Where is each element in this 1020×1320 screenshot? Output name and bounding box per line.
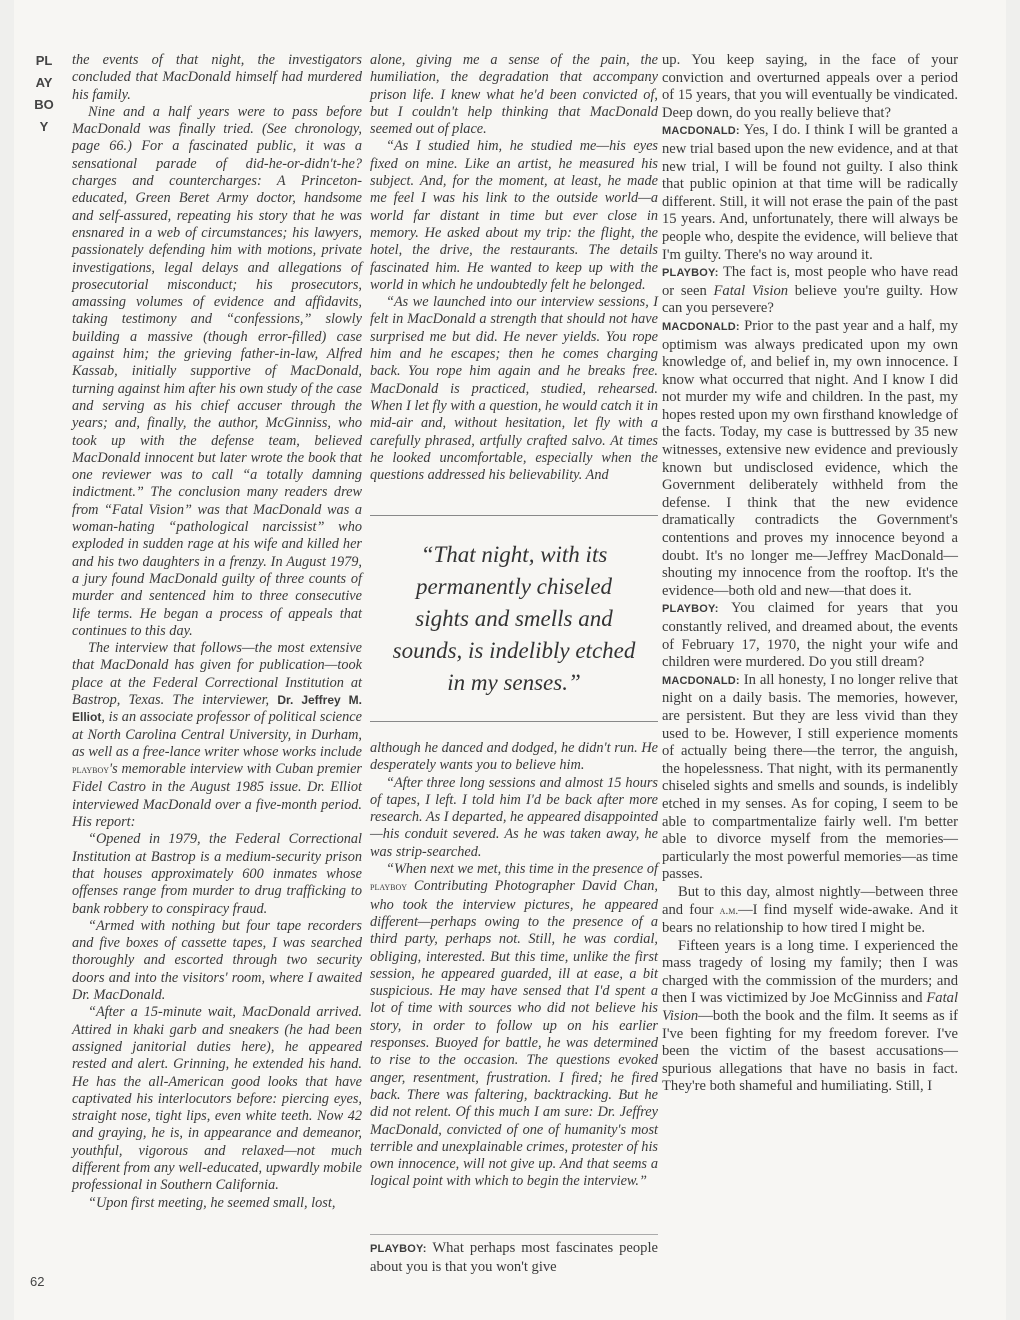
answer [662, 672, 958, 884]
paragraph: “Armed with nothing but four tape recorders and five boxes of cassette tapes, I was searched thoroughly and escorted through two security doors and into the visitors' room, where I awaited Dr. MacDonald. [72, 917, 362, 1004]
column-2-bottom [370, 740, 658, 1191]
paragraph-text: Fifteen years is a long time. I experienced the mass tragedy of losing my family; then I was charged with the commission of the murders; and then I was victimized by Joe McGinniss and [662, 937, 958, 1007]
column-2-question [370, 1240, 658, 1276]
page-number: 62 [30, 1274, 45, 1289]
question [662, 264, 958, 318]
question-text: The fact is, most people who have read or seen [662, 264, 958, 299]
paragraph-text: But to this day, almost nightly—between three and four [662, 883, 958, 918]
title-reference: Fatal Vision [713, 282, 789, 299]
question [370, 1240, 658, 1276]
paragraph: “Opened in 1979, the Federal Correctional Institution at Bastrop is a medium-security prison that houses approximately 600 inmates whose offenses range from murder to drug trafficking to bank robbery to conspiracy fraud. [72, 831, 362, 917]
column-3 [662, 52, 958, 1096]
answer-text: Prior to the past year and a half, my optimism was always predicated upon my own knowledge of, and belief in, my own innocence. I know what occurred that night. And I know I did not murder my wife and children. In the past, my hopes rested upon my own firsthand knowledge of the facts. Today, my case is buttressed by 35 new witnesses, extensive new evidence and previously known but undisclosed evidence, which the Government deliberately withheld from the defense. I think that the new evidence dramatically contradicts the Government's contentions and proves my innocence beyond a doubt. It's no longer me—Jeffrey MacDonald—shouting my innocence from the rooftop. It's the evidence—both old and new—that does it. [662, 317, 958, 599]
speaker-label: MACDONALD: [662, 320, 740, 333]
paragraph [370, 861, 658, 1191]
paragraph [662, 884, 958, 938]
question [662, 600, 958, 671]
paragraph: Nine and a half years were to pass before MacDonald was finally tried. (See chronology, page 66.) For a fascinated public, it was a sensational parade of did-he-or-didn't-he? charges and countercharges: A Princeton-educated, Green Beret Army doctor, handsome and self-assured, repeating his story that he was ensnared in a web of circumstances; his lawyers, passionately defending him with motions, private investigations, legal delays and allegations of prosecutorial misconduct; his prosecutors, amassing volumes of evidence and affidavits, taking testimony and “confessions,” slowly building a massive (though error-filled) case against him; the grieving father-in-law, Alfred Kassab, initially supportive of MacDonald, turning against him after his own study of the case and serving as his chief accuser through the years; and, finally, the author, McGinniss, who took up with the defense team, believed MacDonald innocent but later wrote the book that one reviewer was to call “a totally damning indictment.” The conclusion many readers drew from “Fatal Vision” was that MacDonald was a woman-hating “pathological narcissist” who exploded in sudden rage at his wife and killed her and his two daughters in a frenzy. In August 1979, a jury found MacDonald guilty of three counts of murder and sentenced him to three consecutive life terms. He began a process of appeals that continues to this day. [72, 103, 362, 639]
masthead: PLAYBOY [34, 53, 54, 134]
answer-text: Yes, I do. I think I will be granted a new trial based upon the new evidence, and at that new trial, I will be found not guilty. I also think that public opinion at that time will be radically different. Still, it will not erase the pain of the past 15 years. And, unfortunately, there will always be people who, despite the evidence, will believe that I'm guilty. There's no way around it. [662, 122, 959, 263]
paragraph: up. You keep saying, in the face of your conviction and overturned appeals over a period of 15 years, that you will eventually be vindicated. Deep down, do you really believe that? [662, 52, 958, 121]
magazine-name: playboy [370, 881, 408, 894]
paragraph: “Upon first meeting, he seemed small, lost, [88, 1194, 336, 1211]
paragraph: “After three long sessions and almost 15 hours of tapes, I left. I told him I'd be back after more research. As I departed, he appeared disappointed—his conduit severed. As he was taken away, he was strip-searched. [370, 774, 659, 860]
paragraph-text: , is an associate professor of political science at North Carolina Central University, in Durham, as well as a free-lance writer whose works include [72, 709, 362, 760]
answer [662, 122, 958, 264]
speaker-label: PLAYBOY: [662, 603, 719, 616]
paragraph: the events of that night, the investigators concluded that MacDonald himself had murdered his family. [72, 52, 362, 103]
paragraph-text: The interview that follows—the most extensive that MacDonald has given for publication—took place at the Federal Correctional Institution at Bastrop, Texas. The interviewer, [72, 640, 362, 708]
paragraph: although he danced and dodged, he didn't run. He desperately wants you to believe him. [370, 740, 658, 774]
paragraph: “After a 15-minute wait, MacDonald arrived. Attired in khaki garb and sneakers (he had been assigned janitorial duties here), he appeared rested and alert. Grinning, he extended his hand. He has the all-American good looks that have captivated his interlocutors before: piercing eyes, straight nose, tight lips, even white teeth. Now 42 and graying, he is, in appearance and demeanor, youthful, vigorous and relaxed—not much different from any well-educated, upwardly mobile professional in Southern California. [72, 1004, 362, 1194]
paragraph [662, 938, 958, 1096]
pull-quote-text: “That night, with its permanently chiseled sights and smells and sounds, is indelibly etched in my senses.” [392, 541, 636, 695]
time-abbrev: a.m. [719, 904, 739, 917]
question-text: believe you're guilty. How can you persevere? [662, 282, 958, 317]
paragraph-text: —both the book and the film. It seems as if I've been fighting for my freedom forever. I've been the victim of the basest accusations—spurious allegations that have no basis in fact. They're both shameful and humiliating. Still, I [662, 1008, 958, 1095]
paragraph-text: “When next we met, this time in the presence of [386, 861, 658, 878]
magazine-page [14, 0, 1006, 1320]
speaker-label: PLAYBOY: [662, 267, 719, 280]
question-text: You claimed for years that you constantly relived, and dreamed about, the events of February 17, 1970, the night your wife and children were murdered. Do you still dream? [662, 600, 959, 671]
paragraph-text: 's memorable interview with Cuban premier Fidel Castro in the August 1985 issue. Dr. Elliot interviewed MacDonald over a five-month period. His report: [72, 761, 362, 831]
divider [370, 1234, 658, 1235]
answer [662, 318, 958, 601]
interviewer-name: Dr. Jeffrey M. Elliot [72, 692, 362, 725]
paragraph [72, 640, 362, 831]
answer-text: In all honesty, I no longer relive that night on a daily basis. The memories, however, are persistent. But they are less vivid than they used to be. However, I still experience moments of actually being there—the terror, the anguish, the hopelessness. That night, with its permanently chiseled sights and smells and sounds, is indelibly etched in my senses. As for coping, I seem to be able to compartmentalize fairly well. I'm better able to divorce myself from the memories—particularly the most powerful memories—as time passes. [662, 671, 958, 883]
column-1 [72, 52, 362, 1212]
paragraph: alone, giving me a sense of the pain, the humiliation, the degradation that accompany prison life. I knew what he'd been convicted of, but I couldn't help thinking that MacDonald seemed out of place. [370, 52, 658, 138]
speaker-label: MACDONALD: [662, 125, 740, 138]
paragraph: “As I studied him, he studied me—his eyes fixed on mine. Like an artist, he measured his subject. And, for the moment, at least, he made me feel I was his link to the outside world—a world far distant in time but ever close in memory. He asked about my trip: the flight, the hotel, the drive, the restaurants. The details fascinated him. He wanted to keep up with the world in which he undoubtedly felt he belonged. [370, 138, 658, 293]
magazine-name: playboy [72, 764, 110, 777]
speaker-label: PLAYBOY: [370, 1243, 427, 1255]
title-reference: Fatal Vision [662, 990, 958, 1025]
paragraph-text: —I find myself wide-awake. And it bears no relationship to how tired I might be. [662, 901, 958, 937]
question-text: What perhaps most fascinates people about you is that you won't give [370, 1240, 658, 1275]
paragraph-text: Contributing Photographer David Chan, who took the interview pictures, he appeared different—perhaps owing to the presence of a third party, perhaps not. Still, he was cordial, obliging, interested. But this time, unlike the first session, he appeared guarded, ill at ease, a bit suspicious. He may have sensed that I'd spent a lot of time with sources who did not believe his story, in order to follow up on his earlier responses. Buoyed for battle, he was determined to rise to the occasion. The questions evoked anger, resentment, frustration. I fired; he fired back. There was faltering, backtracking. But he did not relent. Of this much I am sure: Dr. Jeffrey MacDonald, convicted of one of humanity's most terrible and unexplainable crimes, protester of his own innocence, will not give up. And that seems a logical point with which to begin the interview.” [370, 878, 658, 1190]
speaker-label: MACDONALD: [662, 674, 740, 687]
column-2-top [370, 52, 658, 484]
pull-quote [370, 515, 658, 722]
paragraph: “As we launched into our interview sessions, I felt in MacDonald a strength that should not have surprised me but did. He never yields. You rope him and he escapes; then he comes charging back. You rope him again and he breaks free. MacDonald is practiced, studied, rehearsed. When I let fly with a question, he would catch it in mid-air and, without hesitation, let fly with a carefully phrased, artfully crafted salvo. At times he looked uncomfortable, especially when the questions addressed his believability. And [370, 294, 658, 484]
